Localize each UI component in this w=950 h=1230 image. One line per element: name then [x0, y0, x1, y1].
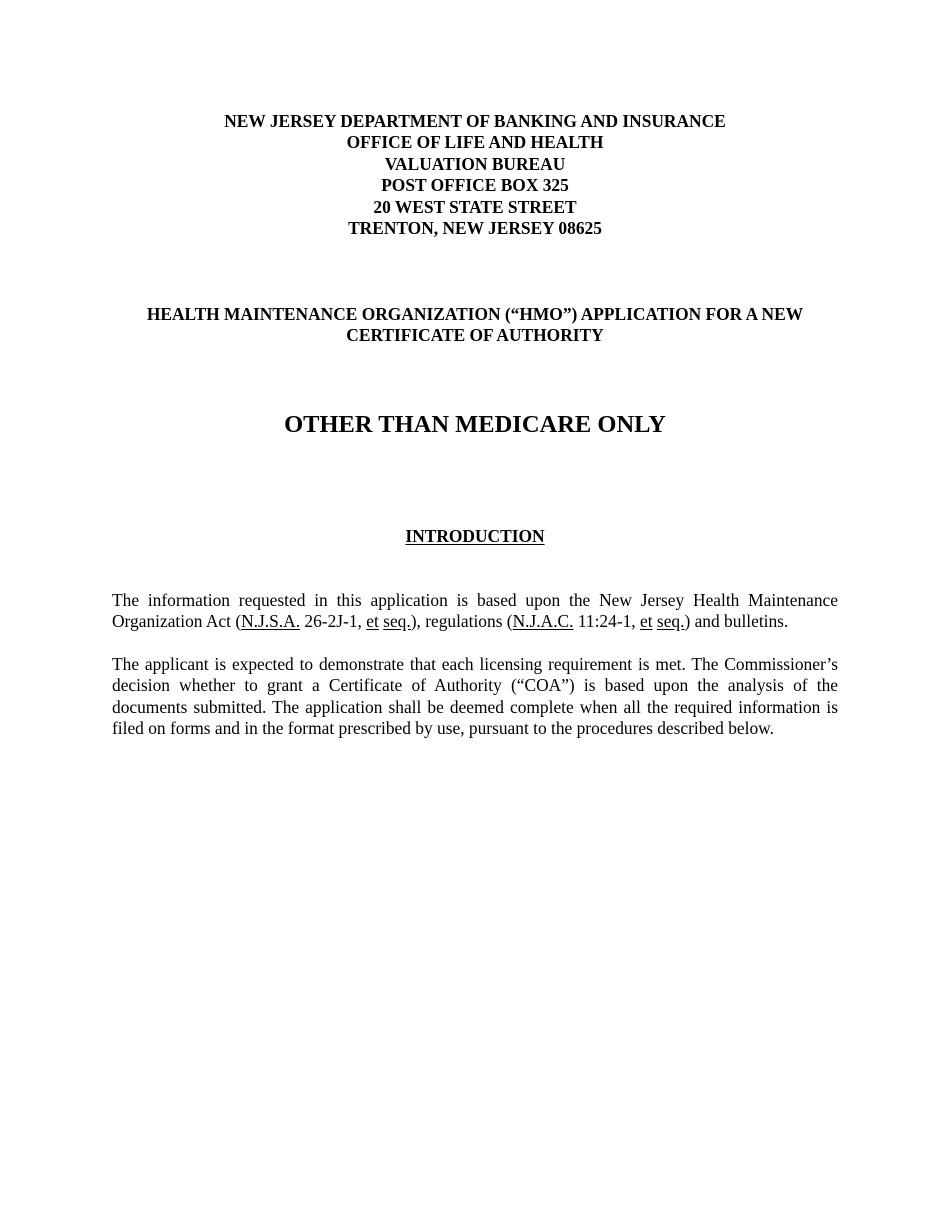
agency-name: NEW JERSEY DEPARTMENT OF BANKING AND INSURANCE — [224, 111, 726, 131]
city-state-zip: TRENTON, NEW JERSEY 08625 — [348, 218, 602, 239]
application-title-line-1: HEALTH MAINTENANCE ORGANIZATION (“HMO”) APPLICATION FOR A NEW — [146, 304, 804, 324]
citation-et: et — [640, 611, 653, 632]
bureau-name: VALUATION BUREAU — [384, 153, 566, 174]
agency-address-block — [0, 111, 950, 239]
citation-njac: N.J.A.C. — [512, 611, 574, 632]
introduction-paragraph-2: The applicant is expected to demonstrate that each licensing requirement is met. The Commissioner’s decision whether to grant a Certificate of Authority (“COA”) is based upon the analysis of the documents submitted. The application shall be deemed complete when all the required information is filed on forms and in the format prescribed by use, pursuant to the procedures described below. — [112, 654, 838, 739]
street-address: 20 WEST STATE STREET — [373, 196, 577, 217]
introduction-heading-text: INTRODUCTION — [405, 526, 545, 546]
citation-njsa: N.J.S.A. — [241, 611, 301, 632]
paragraph-text: 26-2J-1, — [300, 611, 367, 632]
application-subtitle: OTHER THAN MEDICARE ONLY — [284, 411, 666, 438]
application-title-line-2: CERTIFICATE OF AUTHORITY — [346, 325, 604, 346]
paragraph-text: The information requested in this application is based upon the New Jersey Health Maintenance Organization Act ( — [112, 590, 838, 632]
paragraph-text: ), regulations ( — [410, 611, 513, 632]
paragraph-text: ) and bulletins. — [684, 611, 789, 632]
citation-seq: seq. — [656, 611, 685, 632]
introduction-heading — [0, 526, 950, 547]
paragraph-text: 11:24-1, — [573, 611, 640, 632]
introduction-paragraph-1 — [112, 590, 838, 633]
office-name: OFFICE OF LIFE AND HEALTH — [346, 132, 604, 153]
application-title — [100, 304, 850, 347]
citation-et: et — [366, 611, 379, 632]
po-box: POST OFFICE BOX 325 — [381, 175, 569, 196]
citation-seq: seq. — [383, 611, 411, 632]
